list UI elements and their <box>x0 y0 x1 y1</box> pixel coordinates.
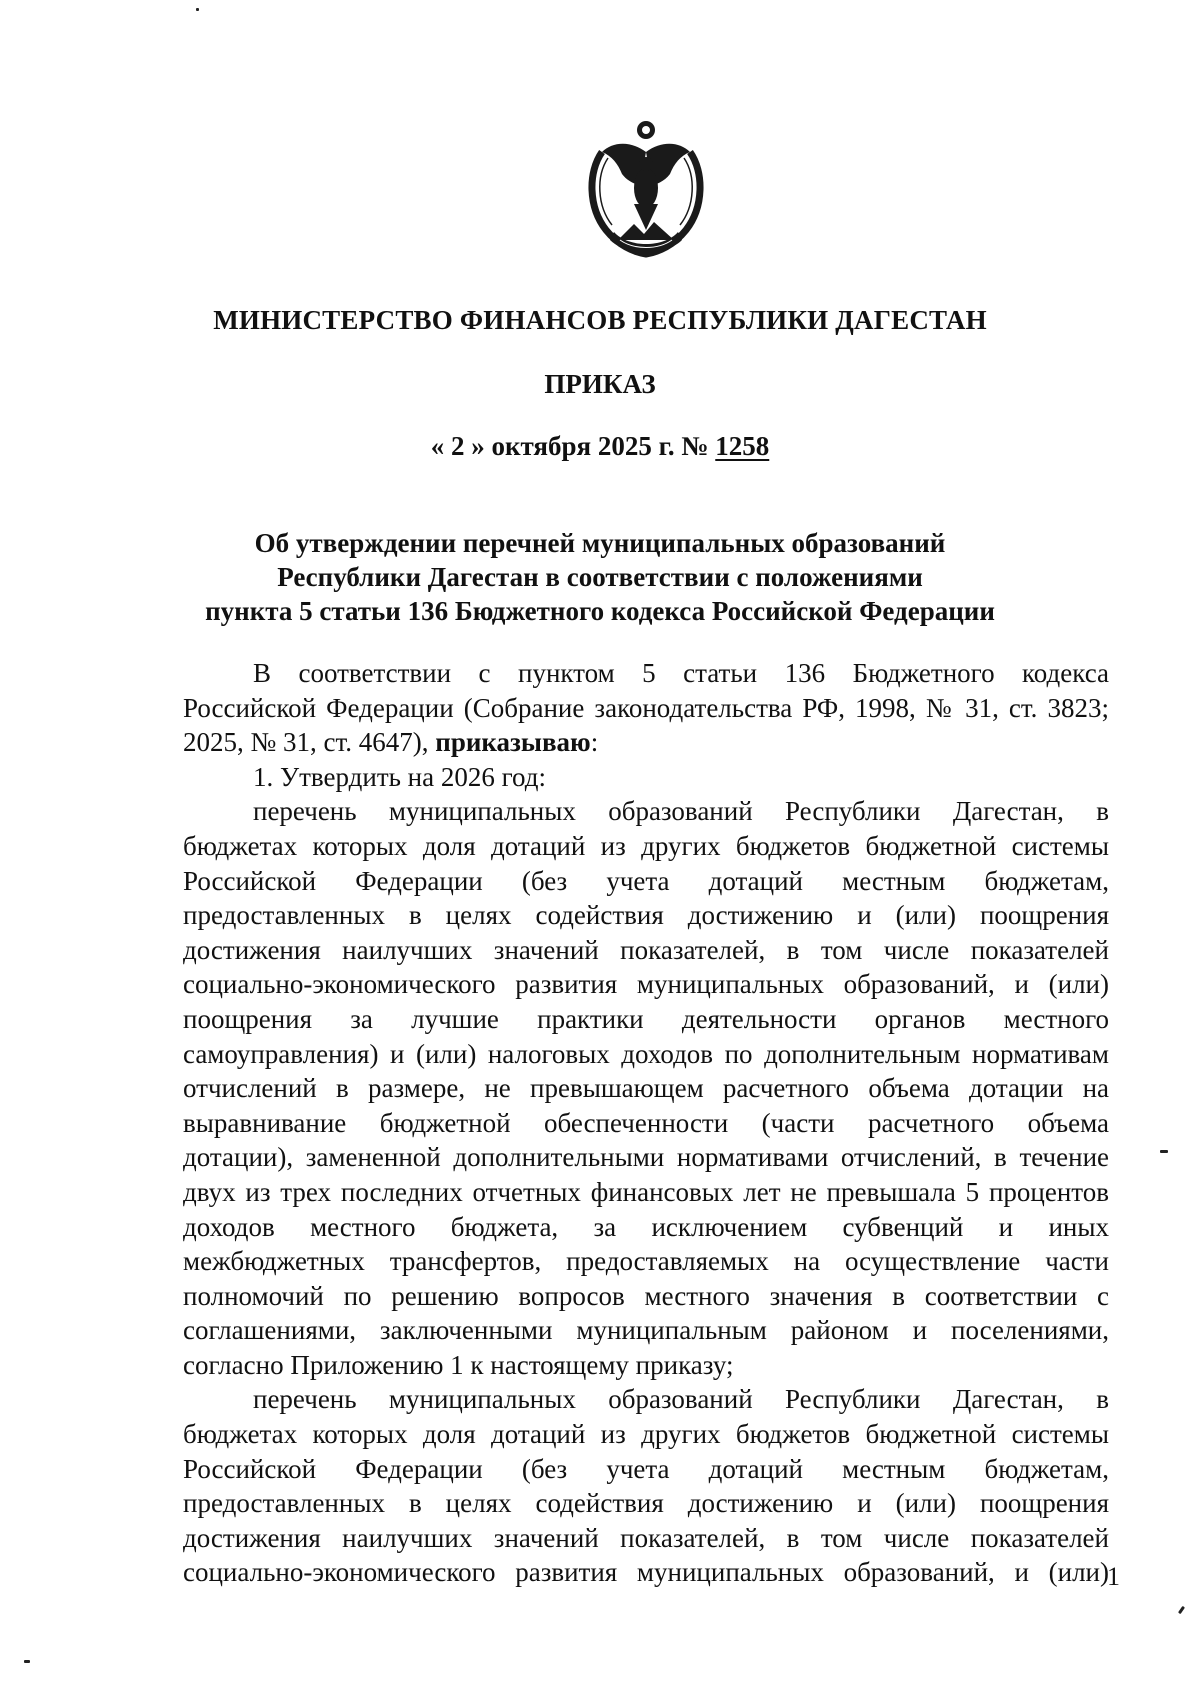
order-verb: приказываю <box>435 727 591 758</box>
page-number: 1 <box>1107 1562 1120 1591</box>
document-type: ПРИКАЗ <box>544 369 656 399</box>
text-fragment: 2025, № 31, ст. 4647), <box>183 727 436 758</box>
text-line: двух из трех последних отчетных финансовых лет не превышала 5 процентов <box>183 1176 1109 1207</box>
text-line: Российской Федерации (без учета дотаций местным бюджетам, <box>183 1453 1109 1484</box>
ministry-name: МИНИСТЕРСТВО ФИНАНСОВ РЕСПУБЛИКИ ДАГЕСТАН <box>213 305 987 335</box>
text-fragment: : <box>590 727 599 758</box>
text-line: дотации), замененной дополнительными нормативами отчислений, в течение <box>183 1142 1109 1173</box>
text-line: полномочий по решению вопросов местного значения в соответствии с <box>183 1280 1109 1311</box>
text-line: поощрения за лучшие практики деятельности органов местного <box>183 1003 1109 1034</box>
order-date: « 2 » октября 2025 г. № <box>430 431 716 461</box>
list-2-paragraph <box>183 1382 1109 1590</box>
title-line: пункта 5 статьи 136 Бюджетного кодекса Российской Федерации <box>205 596 995 626</box>
text-line: В соответствии с пунктом 5 статьи 136 Бюджетного кодекса <box>253 658 1109 688</box>
text-line: социально-экономического развития муниципальных образований, и (или) <box>183 1557 1109 1588</box>
scan-artifact <box>196 8 199 11</box>
text-line: доходов местного бюджета, за исключением субвенций и иных <box>183 1211 1109 1242</box>
text-line: межбюджетных трансфертов, предоставляемых на осуществление части <box>183 1246 1109 1277</box>
text-line: бюджетах которых доля дотаций из других бюджетов бюджетной системы <box>183 830 1109 861</box>
intro-paragraph <box>183 656 1109 760</box>
text-line <box>183 725 1109 760</box>
text-line: 1. Утвердить на 2026 год: <box>253 761 546 792</box>
text-line: перечень муниципальных образований Республики Дагестан, в <box>253 796 1109 827</box>
text-line: соглашениями, заключенными муниципальным районом и поселениями, <box>183 1315 1109 1346</box>
text-line: согласно Приложению 1 к настоящему приказу; <box>183 1349 734 1380</box>
scan-artifact <box>1178 1606 1185 1614</box>
text-line: выравнивание бюджетной обеспеченности (части расчетного объема <box>183 1107 1109 1138</box>
dagestan-coat-of-arms-icon <box>578 112 714 262</box>
title-line: Об утверждении перечней муниципальных образований <box>254 528 946 558</box>
order-number: 1258 <box>715 431 770 461</box>
title-line: Республики Дагестан в соответствии с положениями <box>277 562 923 592</box>
list-1-paragraph <box>183 794 1109 1382</box>
text-line: отчислений в размере, не превышающем расчетного объема дотации на <box>183 1073 1109 1104</box>
scan-artifact <box>24 1660 30 1663</box>
document-body <box>183 656 1109 1590</box>
text-line: Российской Федерации (без учета дотаций местным бюджетам, <box>183 865 1109 896</box>
text-line: предоставленных в целях содействия достижению и (или) поощрения <box>183 900 1109 931</box>
scan-artifact <box>1160 1150 1168 1153</box>
item-1-paragraph <box>183 760 1109 795</box>
text-line: достижения наилучших значений показателей, в том числе показателей <box>183 934 1109 965</box>
order-title <box>150 526 1050 628</box>
text-line: самоуправления) и (или) налоговых доходов по дополнительным нормативам <box>183 1038 1109 1069</box>
text-line: достижения наилучших значений показателей, в том числе показателей <box>183 1522 1109 1553</box>
text-line: бюджетах которых доля дотаций из других бюджетов бюджетной системы <box>183 1419 1109 1450</box>
order-date-line <box>180 430 1020 462</box>
text-line: перечень муниципальных образований Республики Дагестан, в <box>253 1384 1109 1415</box>
text-line: предоставленных в целях содействия достижению и (или) поощрения <box>183 1488 1109 1519</box>
text-line: Российской Федерации (Собрание законодательства РФ, 1998, № 31, ст. 3823; <box>183 692 1109 723</box>
text-line: социально-экономического развития муниципальных образований, и (или) <box>183 969 1109 1000</box>
